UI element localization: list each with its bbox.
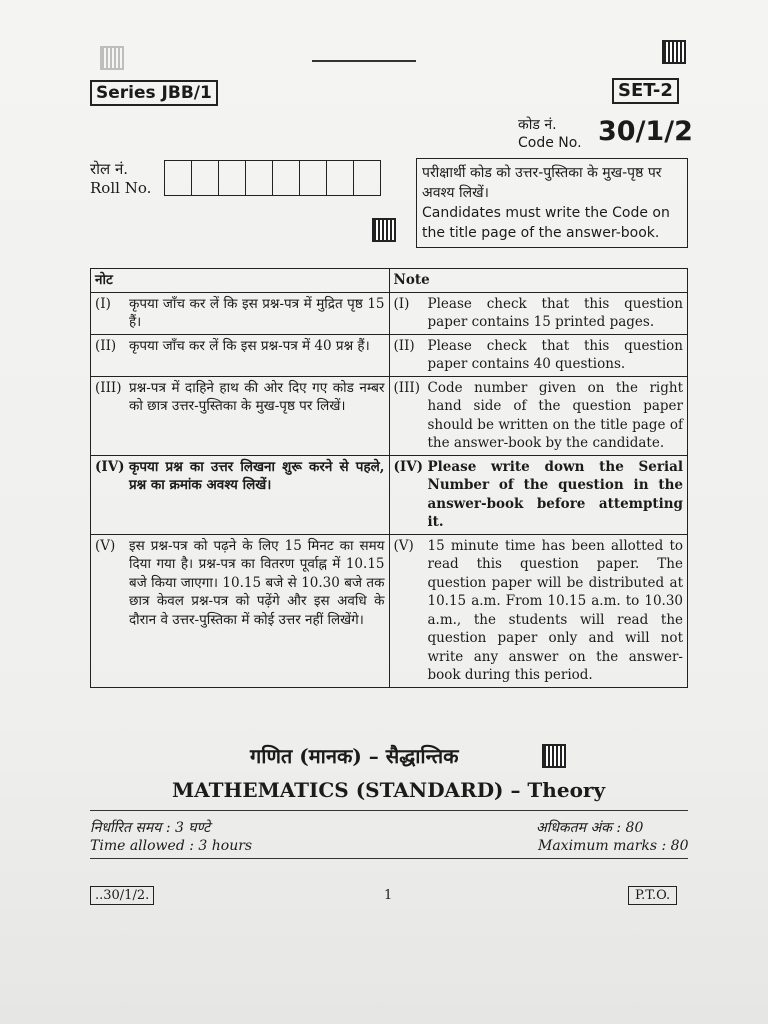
code-label-en: Code No. bbox=[518, 135, 582, 151]
code-label-hi: कोड नं. bbox=[518, 117, 557, 133]
note-text-hi: कृपया प्रश्न का उत्तर लिखना शुरू करने से पहले, प्रश्न का क्रमांक अवश्य लिखें। bbox=[129, 458, 385, 493]
note-text-hi: प्रश्न-पत्र में दाहिने हाथ की ओर दिए गए कोड नम्बर को छात्र उत्तर-पुस्तिका के मुख-पृष्ठ पर लिखें। bbox=[129, 379, 385, 414]
roll-number-boxes[interactable] bbox=[164, 160, 381, 196]
note-text-hi: कृपया जाँच कर लें कि इस प्रश्न-पत्र में मुद्रित पृष्ठ 15 हैं। bbox=[129, 295, 385, 330]
max-marks-hi: अधिकतम अंक : 80 bbox=[536, 820, 644, 836]
note-number: (III) bbox=[95, 379, 122, 396]
note-text-en: Please write down the Serial Number of the question in the answer-book before attempting it. bbox=[427, 458, 683, 530]
max-marks-en: Maximum marks : 80 bbox=[538, 838, 689, 854]
subject-title-hi: गणित (मानक) – सैद्धान्तिक bbox=[250, 744, 459, 768]
note-number: (V) bbox=[393, 537, 414, 554]
time-allowed-en: Time allowed : 3 hours bbox=[90, 838, 253, 854]
notes-table bbox=[90, 268, 688, 688]
divider bbox=[90, 858, 688, 859]
note-number: (IV) bbox=[95, 458, 125, 475]
note-number: (II) bbox=[95, 337, 117, 354]
candidate-instruction-box bbox=[416, 158, 688, 248]
qr-code-icon bbox=[542, 744, 566, 768]
divider bbox=[90, 810, 688, 811]
notes-header-hi: नोट bbox=[91, 269, 390, 293]
note-number: (III) bbox=[393, 379, 421, 396]
note-text-hi: इस प्रश्न-पत्र को पढ़ने के लिए 15 मिनट का समय दिया गया है। प्रश्न-पत्र का वितरण पूर्वाह्न में 10.15 बजे किया जाएगा। 10.15 बजे से 10.30 बजे तक छात्र केवल प्रश्न-पत्र को पढ़ेंगे और इस अवधि के दौरान वे उत्तर-पुस्तिका में कोई उत्तर नहीं लिखेंगे। bbox=[129, 537, 385, 628]
note-text-en: 15 minute time has been allotted to read this question paper. The question paper will be distributed at 10.15 a.m. From 10.15 a.m. to 10.30 a.m., the students will read the question paper only and will not write any answer on the answer-book during this period. bbox=[427, 537, 683, 683]
code-number: 30/1/2 bbox=[598, 116, 693, 147]
table-row bbox=[91, 534, 688, 687]
note-number: (II) bbox=[393, 337, 415, 354]
table-row bbox=[91, 455, 688, 534]
note-text-hi: कृपया जाँच कर लें कि इस प्रश्न-पत्र में 40 प्रश्न हैं। bbox=[129, 337, 370, 354]
qr-code-icon bbox=[372, 218, 396, 242]
top-divider bbox=[312, 60, 416, 62]
footer-code: ..30/1/2. bbox=[90, 886, 154, 905]
roll-label-hi: रोल नं. bbox=[90, 160, 129, 178]
candidate-note-hi: परीक्षार्थी कोड को उत्तर-पुस्तिका के मुख-पृष्ठ पर अवश्य लिखें। bbox=[422, 165, 662, 201]
note-text-en: Please check that this question paper contains 15 printed pages. bbox=[427, 295, 683, 330]
note-number: (I) bbox=[95, 295, 111, 312]
pto-label: P.T.O. bbox=[628, 886, 677, 905]
roll-label bbox=[90, 160, 151, 198]
page-number: 1 bbox=[384, 888, 393, 903]
subject-title-en: MATHEMATICS (STANDARD) – Theory bbox=[172, 778, 606, 802]
table-row bbox=[91, 292, 688, 334]
roll-label-en: Roll No. bbox=[90, 179, 152, 197]
note-text-en: Code number given on the right hand side of the question paper should be written on the title page of the answer-book by the candidate. bbox=[427, 379, 683, 451]
set-label: SET-2 bbox=[612, 78, 679, 104]
candidate-note-en: Candidates must write the Code on the title page of the answer-book. bbox=[422, 205, 670, 241]
note-number: (I) bbox=[393, 295, 410, 312]
table-row bbox=[91, 376, 688, 455]
qr-code-icon bbox=[662, 40, 686, 64]
note-number: (IV) bbox=[393, 458, 424, 475]
note-number: (V) bbox=[95, 537, 116, 554]
series-label: Series JBB/1 bbox=[90, 80, 218, 106]
code-label bbox=[518, 116, 582, 152]
qr-code-icon bbox=[100, 46, 124, 70]
time-allowed-hi: निर्धारित समय : 3 घण्टे bbox=[90, 820, 211, 836]
note-text-en: Please check that this question paper contains 40 questions. bbox=[427, 337, 683, 372]
table-row bbox=[91, 334, 688, 376]
notes-header-en: Note bbox=[389, 269, 688, 293]
